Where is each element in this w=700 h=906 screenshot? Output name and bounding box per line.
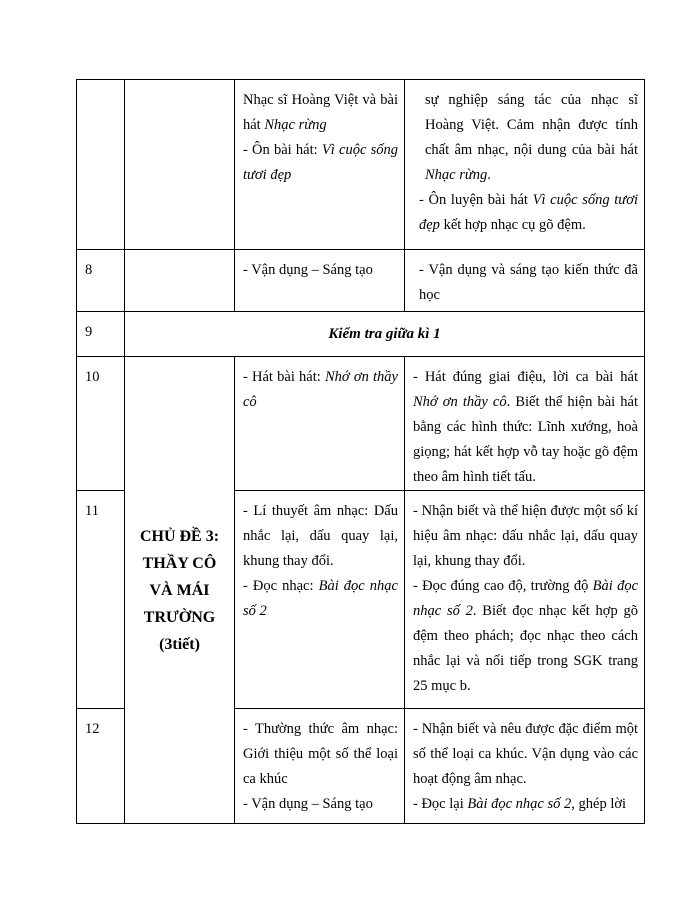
topic-title: CHỦ ĐỀ 3: THẦY CÔ VÀ MÁI TRƯỜNG (3tiết)	[125, 357, 235, 824]
reading-title: Bài đọc nhạc số 2	[413, 578, 638, 619]
goal-text: - Đọc lại	[413, 796, 468, 812]
goal-text: - Đọc đúng cao độ, trường độ	[413, 578, 593, 594]
lesson-text: - Vận dụng – Sáng tạo	[243, 796, 373, 812]
reading-title: Bài đọc nhạc số 2	[243, 578, 398, 619]
number-cell: 11	[77, 491, 125, 709]
goal-text: - Hát đúng giai điệu, lời ca bài hát	[413, 369, 638, 385]
goal-cell: - Vận dụng và sáng tạo kiến thức đã học	[405, 250, 645, 312]
song-title: Nhạc rừng	[425, 167, 488, 183]
goal-cell	[405, 357, 645, 491]
lesson-text: Nhạc sĩ Hoàng Việt và bài hát	[243, 92, 398, 133]
goal-text: - Nhận biết và nêu được đặc điểm một số thể loại ca khúc. Vận dụng vào các hoạt động âm nhạc.	[413, 721, 638, 787]
song-title: Vì cuộc sống tươi đẹp	[243, 142, 398, 183]
midterm-exam-cell: Kiểm tra giữa kì 1	[125, 312, 645, 357]
goal-text: , ghép lời	[571, 796, 627, 812]
lesson-text: - Đọc nhạc:	[243, 578, 319, 594]
goal-text: sự nghiệp sáng tác của nhạc sĩ Hoàng Việt. Cảm nhận được tính chất âm nhạc, nội dung của bài hát	[425, 92, 638, 158]
lesson-cell	[235, 491, 405, 709]
topic-cell	[125, 80, 235, 250]
goal-text: . Biết thể hiện bài hát bằng các hình thức: Lĩnh xướng, hoà giọng; hát kết hợp vỗ tay hoặc gõ đệm theo âm hình tiết tấu.	[413, 394, 638, 485]
lesson-cell	[235, 80, 405, 250]
goal-text: kết hợp nhạc cụ gõ đệm.	[439, 217, 586, 233]
table-row	[77, 357, 645, 491]
song-title: Nhạc rừng	[264, 117, 327, 133]
goal-text: .	[487, 167, 491, 183]
table-row	[77, 80, 645, 250]
goal-cell	[405, 709, 645, 824]
number-cell: 12	[77, 709, 125, 824]
number-cell: 8	[77, 250, 125, 312]
lesson-text: - Ôn bài hát:	[243, 142, 322, 158]
number-cell	[77, 80, 125, 250]
table-row	[77, 250, 645, 312]
lesson-cell	[235, 709, 405, 824]
topic-cell	[125, 250, 235, 312]
goal-text: - Nhận biết và thể hiện được một số kí hiệu âm nhạc: dấu nhắc lại, dấu quay lại, khung thay đổi.	[413, 503, 638, 569]
goal-text: - Ôn luyện bài hát	[419, 192, 533, 208]
goal-text: . Biết đọc nhạc kết hợp gõ đệm theo phách; đọc nhạc theo cách nhắc lại và nối tiếp trong SGK trang 25 mục b.	[413, 603, 638, 694]
reading-title: Bài đọc nhạc số 2	[467, 796, 572, 812]
lesson-text: - Lí thuyết âm nhạc: Dấu nhắc lại, dấu quay lại, khung thay đổi.	[243, 503, 398, 569]
song-title: Nhớ ơn thầy cô	[413, 394, 507, 410]
number-cell: 10	[77, 357, 125, 491]
lesson-text: - Hát bài hát:	[243, 369, 325, 385]
number-cell: 9	[77, 312, 125, 357]
song-title: Nhớ ơn thầy cô	[243, 369, 398, 410]
song-title: Vì cuộc sống tươi đẹp	[419, 192, 638, 233]
lesson-plan-table	[76, 79, 645, 824]
goal-cell	[405, 80, 645, 250]
table-row	[77, 312, 645, 357]
lesson-text: - Thường thức âm nhạc: Giới thiệu một số thể loại ca khúc	[243, 721, 398, 787]
lesson-cell	[235, 357, 405, 491]
lesson-cell: - Vận dụng – Sáng tạo	[235, 250, 405, 312]
goal-cell	[405, 491, 645, 709]
